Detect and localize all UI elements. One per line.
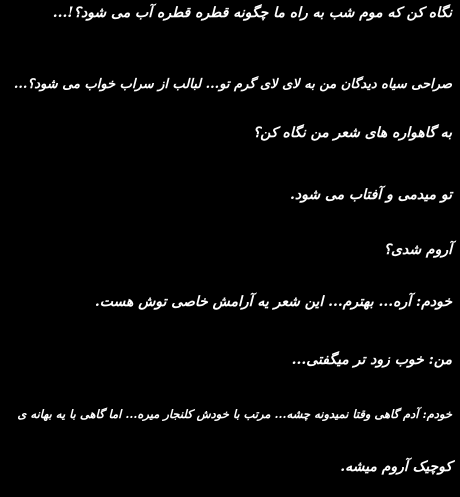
poem-line-2: صراحی سیاه دیدگان من به لای لای گرم تو... لبالب از سراب خواب می شود؟... xyxy=(13,77,452,92)
question-line: آروم شدی؟ xyxy=(383,242,452,258)
dialogue-line-3-cont: کوچیک آروم میشه. xyxy=(340,459,452,475)
dialogue-line-2: من: خوب زود تر میگفتی... xyxy=(291,352,452,368)
dialogue-line-3: خودم: آدم گاهی وقتا نمیدونه چشه... مرتب با خودش کلنجار میره... اما گاهی با یه بهانه ی xyxy=(17,407,452,421)
dialogue-line-1: خودم: آره... بهترم... این شعر یه آرامش خاصی توش هست. xyxy=(94,294,452,310)
poem-line-1: نگاه کن که موم شب به راه ما چگونه قطره قطره آب می شود؟!... xyxy=(52,5,452,21)
poem-line-4: تو میدمی و آفتاب می شود. xyxy=(290,187,452,203)
poem-line-3: به گاهواره های شعر من نگاه کن؟ xyxy=(252,125,452,141)
